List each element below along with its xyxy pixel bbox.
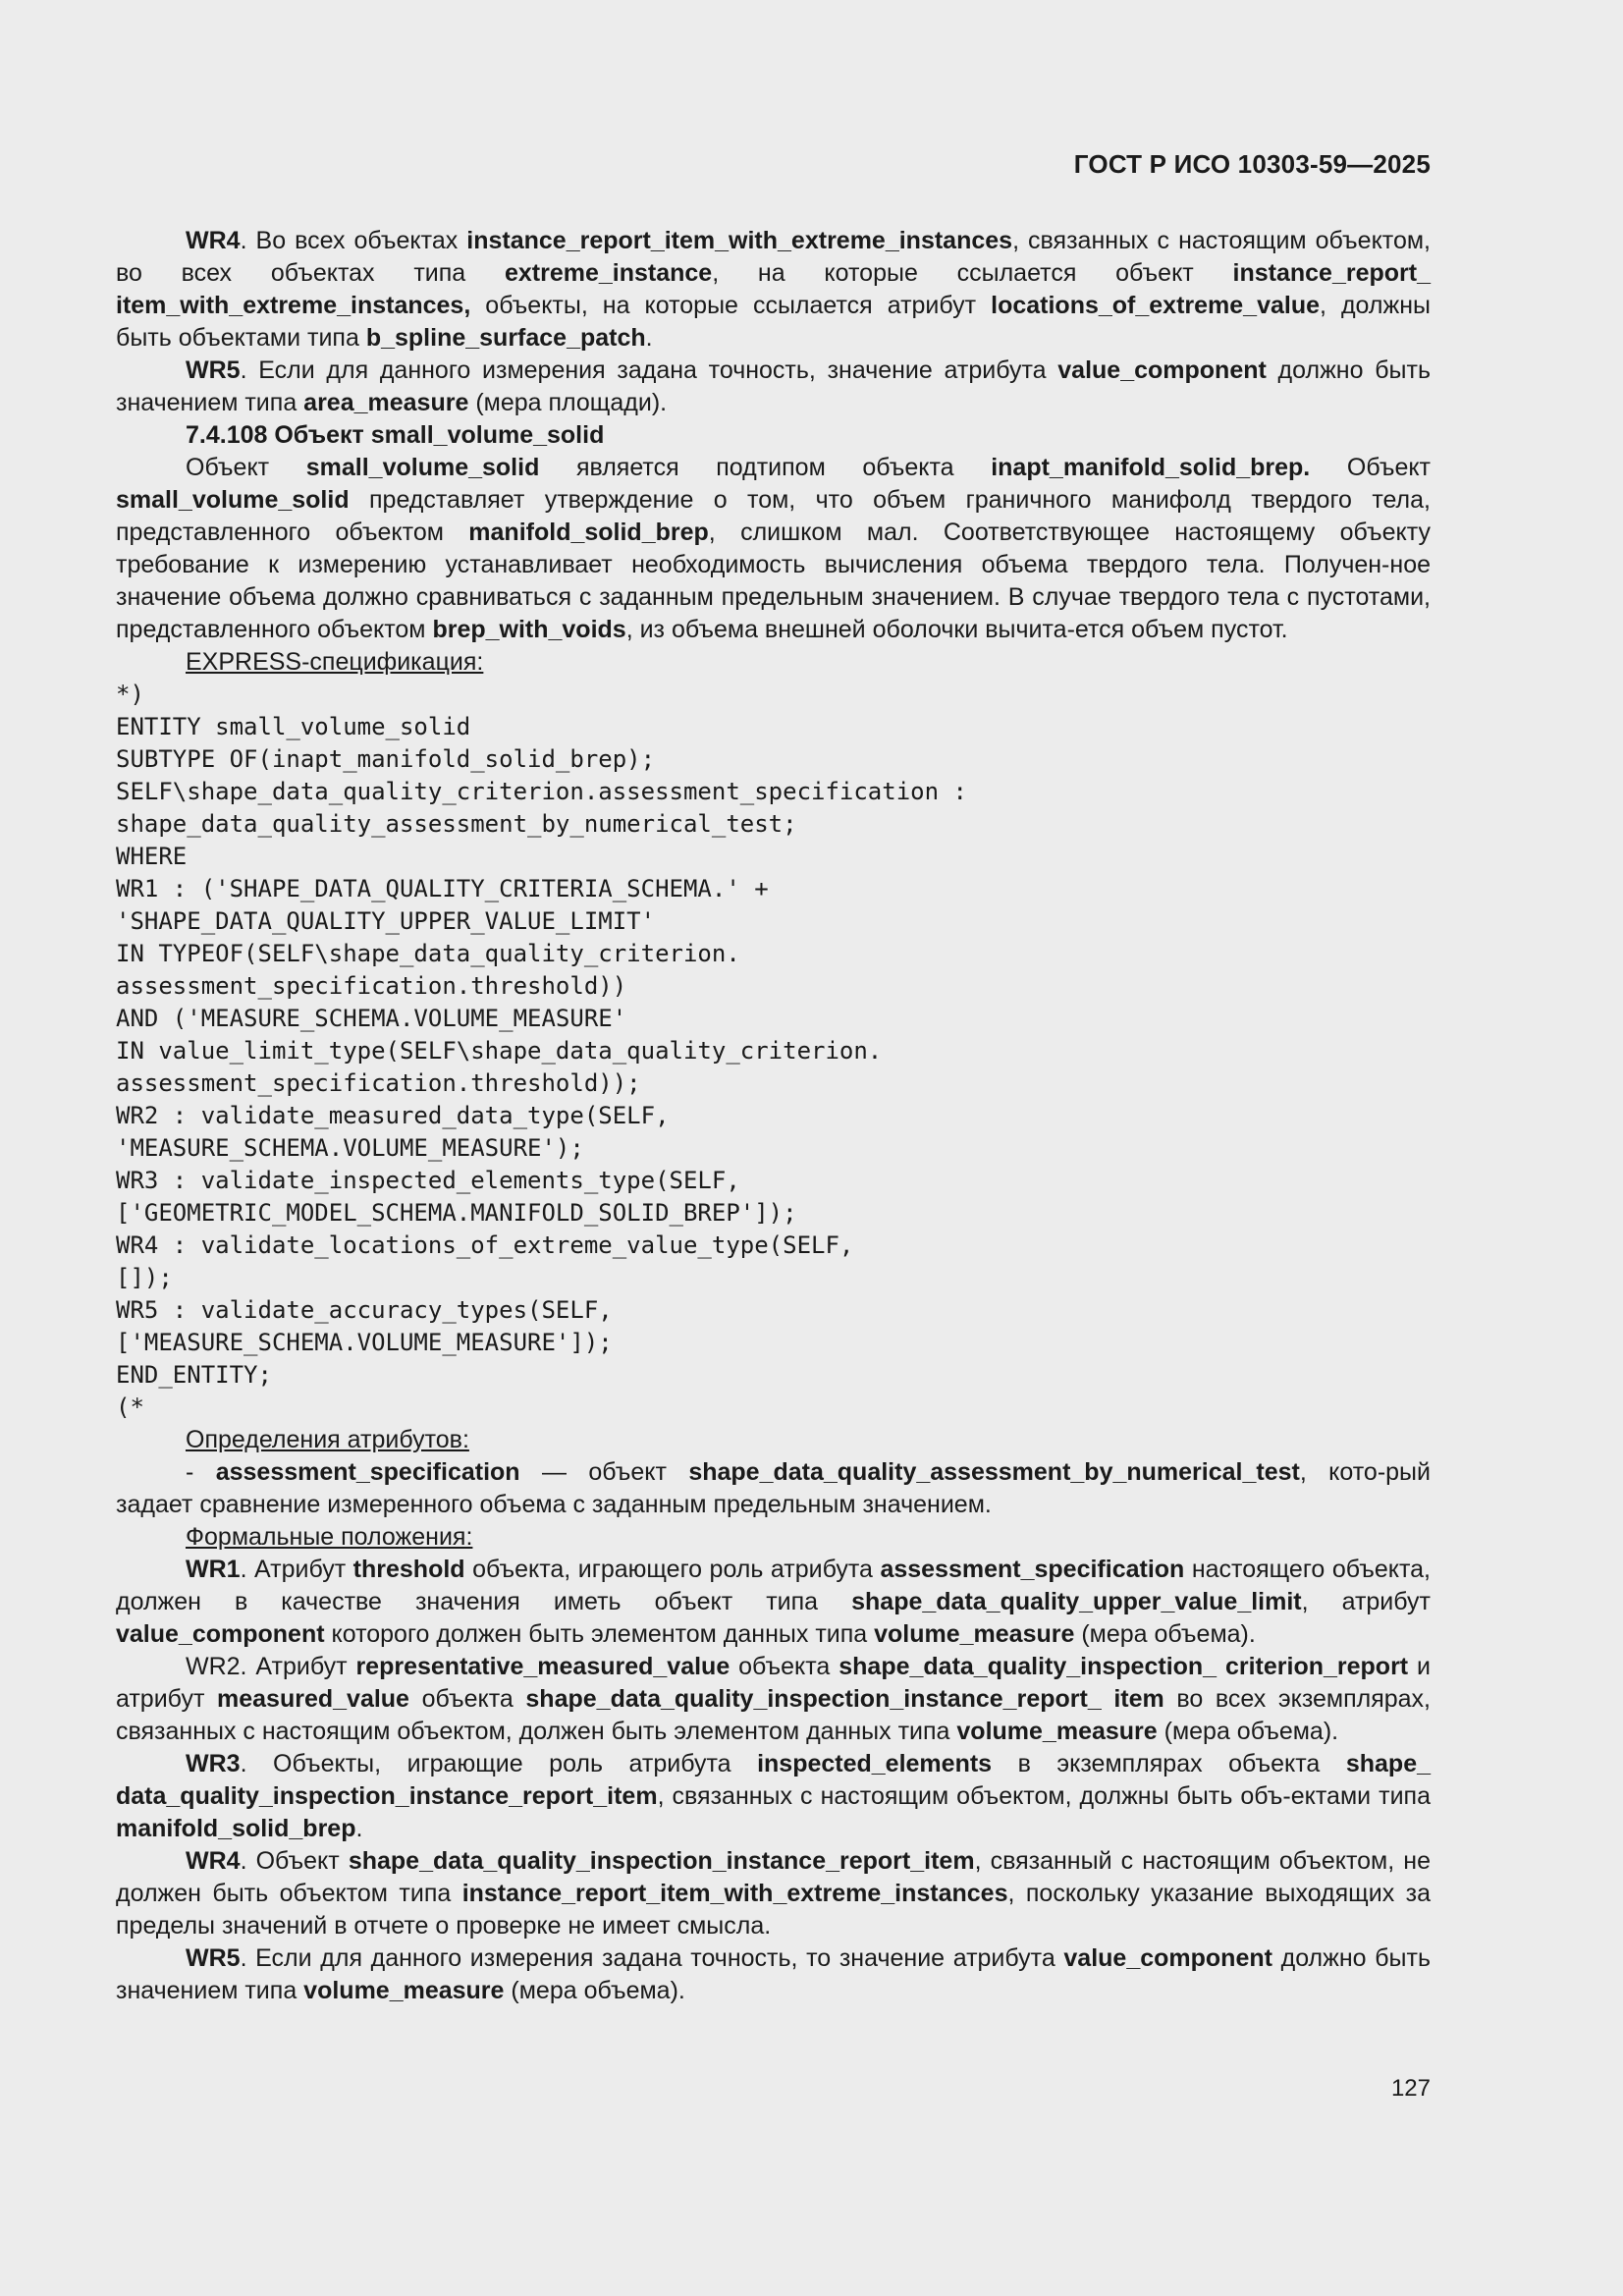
code-line: 'MEASURE_SCHEMA.VOLUME_MEASURE'); — [116, 1134, 584, 1162]
code-line: WHERE — [116, 843, 188, 870]
code-line: SUBTYPE OF(inapt_manifold_solid_brep); — [116, 745, 656, 773]
code-line: ['MEASURE_SCHEMA.VOLUME_MEASURE']); — [116, 1329, 613, 1356]
code-line: ENTITY small_volume_solid — [116, 713, 471, 740]
code-line: IN value_limit_type(SELF\shape_data_quality_criterion. — [116, 1037, 883, 1065]
attribute-definition: - assessment_specification — объект shape_data_quality_assessment_by_numerical_test, кото-рый задает сравнение измеренного объема с заданным предельным значением. — [116, 1458, 1431, 1518]
code-line: WR1 : ('SHAPE_DATA_QUALITY_CRITERIA_SCHEMA.' + — [116, 875, 769, 902]
rule-wr1: WR1. Атрибут threshold объекта, играющего роль атрибута assessment_specification настоящего объекта, должен в качестве значения иметь объект типа shape_data_quality_upper_value_limit, атрибут value_component которого должен быть элементом данных типа volume_measure (мера объема). — [116, 1556, 1431, 1648]
code-line: (* — [116, 1394, 144, 1421]
code-line: AND ('MEASURE_SCHEMA.VOLUME_MEASURE' — [116, 1005, 627, 1032]
code-line: END_ENTITY; — [116, 1361, 272, 1389]
code-line: ['GEOMETRIC_MODEL_SCHEMA.MANIFOLD_SOLID_BREP']); — [116, 1199, 797, 1227]
section-intro: Объект small_volume_solid является подтипом объекта inapt_manifold_solid_brep. Объект small_volume_solid представляет утверждение о том, что объем граничного манифолд твердого тела, представленного объектом manifold_solid_brep, слишком мал. Соответствующее настоящему объекту требование к измерению устанавливает необходимость вычисления объема твердого тела. Получен-ное значение объема должно сравниваться с заданным предельным значением. В случае твердого тела с пустотами, представленного объектом brep_with_voids, из объема внешней оболочки вычита-ется объем пустот. — [116, 454, 1432, 643]
rule-wr4: WR4. Объект shape_data_quality_inspection_instance_report_item, связанный с настоящим объектом, не должен быть объектом типа instance_report_item_with_extreme_instances, поскольку указание выходящих за пределы значений в отчете о проверке не имеет смысла. — [116, 1847, 1431, 1940]
code-line: WR5 : validate_accuracy_types(SELF, — [116, 1296, 613, 1324]
express-code-block — [116, 679, 1431, 1424]
rule-wr5-top: WR5. Если для данного измерения задана точность, значение атрибута value_component должно быть значением типа area_measure (мера площади). — [116, 356, 1431, 416]
code-line: assessment_specification.threshold)); — [116, 1069, 641, 1097]
express-label: EXPRESS-спецификация: — [186, 648, 484, 676]
code-line: 'SHAPE_DATA_QUALITY_UPPER_VALUE_LIMIT' — [116, 907, 656, 935]
code-line: SELF\shape_data_quality_criterion.assessment_specification : — [116, 778, 967, 805]
formal-propositions-label: Формальные положения: — [186, 1523, 473, 1551]
code-line: []); — [116, 1264, 173, 1291]
code-line: shape_data_quality_assessment_by_numerical_test; — [116, 810, 797, 838]
code-line: assessment_specification.threshold)) — [116, 972, 627, 1000]
rule-wr4-top: WR4. Во всех объектах instance_report_item_with_extreme_instances, связанных с настоящим объектом, во всех объектах типа extreme_instance, на которые ссылается объект instance_report_ item_with_extreme_instances, объекты, на которые ссылается атрибут locations_of_extreme_value, должны быть объектами типа b_spline_surface_patch. — [116, 227, 1431, 352]
code-line: WR4 : validate_locations_of_extreme_value_type(SELF, — [116, 1231, 854, 1259]
attribute-definitions-label: Определения атрибутов: — [186, 1426, 469, 1453]
document-header: ГОСТ Р ИСО 10303-59—2025 — [1073, 149, 1431, 179]
section-heading: 7.4.108 Объект small_volume_solid — [186, 421, 605, 449]
rule-wr3: WR3. Объекты, играющие роль атрибута inspected_elements в экземплярах объекта shape_ data_quality_inspection_instance_report_item, связанных с настоящим объектом, должны быть объ-ектами типа manifold_solid_brep. — [116, 1750, 1432, 1842]
code-line: *) — [116, 681, 144, 708]
rule-wr2: WR2. Атрибут representative_measured_value объекта shape_data_quality_inspection_ criterion_report и атрибут measured_value объекта shape_data_quality_inspection_instance_report_ item во всех экземплярах, связанных с настоящим объектом, должен быть элементом данных типа volume_measure (мера объема). — [116, 1653, 1432, 1745]
rule-wr5: WR5. Если для данного измерения задана точность, то значение атрибута value_component должно быть значением типа volume_measure (мера объема). — [116, 1944, 1431, 2004]
code-line: IN TYPEOF(SELF\shape_data_quality_criterion. — [116, 940, 740, 967]
page-body — [116, 225, 1431, 2007]
code-line: WR2 : validate_measured_data_type(SELF, — [116, 1102, 670, 1129]
code-line: WR3 : validate_inspected_elements_type(SELF, — [116, 1167, 740, 1194]
page-number: 127 — [1390, 2075, 1431, 2102]
